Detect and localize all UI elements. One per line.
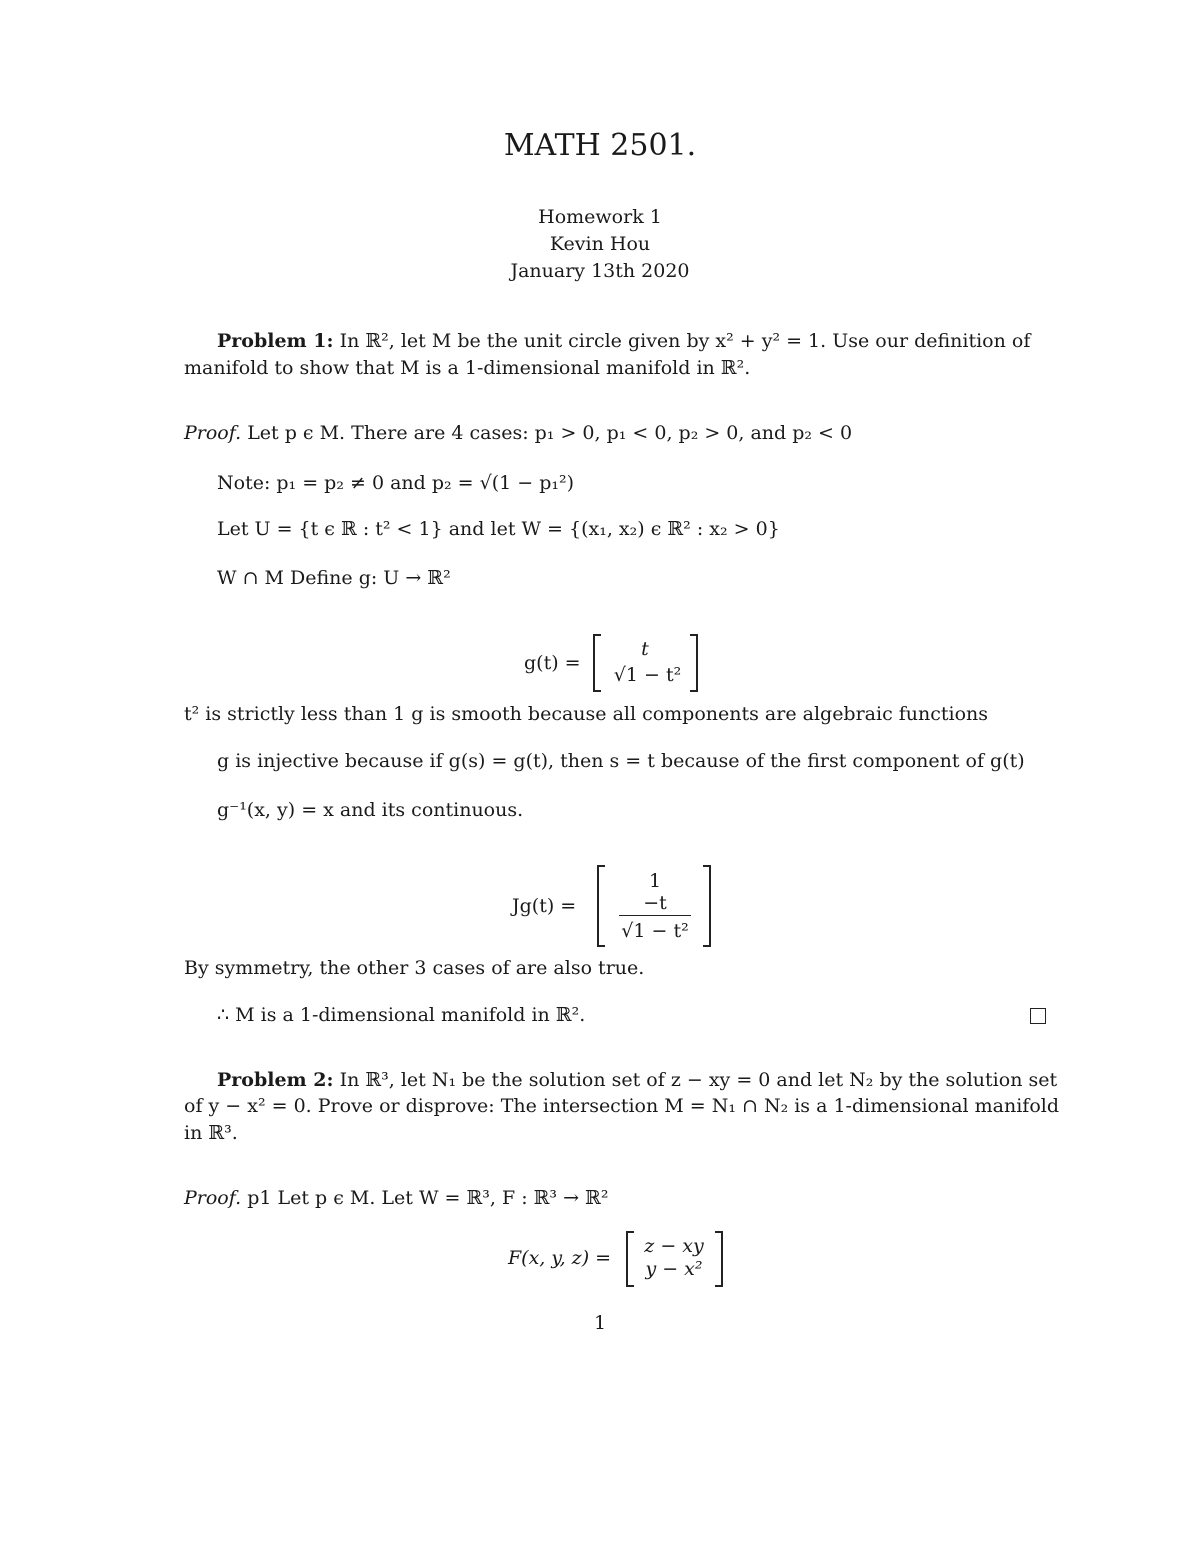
course-title: MATH 2501. — [503, 128, 697, 163]
conclusion-line: ∴ M is a 1-dimensional manifold in ℝ². — [217, 1004, 586, 1026]
g-top-entry: t — [641, 638, 649, 660]
problem2-statement-text: In ℝ³, let N₁ be the solution set of z − xy = 0 and let N₂ by the solution set — [339, 1069, 1058, 1091]
problem1-statement-line2: manifold to show that M is a 1-dimensional manifold in ℝ². — [184, 357, 751, 379]
proof-label: Proof. — [184, 422, 242, 444]
f-lhs: F(x, y, z) = — [508, 1247, 612, 1269]
problem1-label: Problem 1: — [217, 330, 334, 352]
jg-denominator: √1 − t² — [621, 920, 689, 942]
proof2-label: Proof. — [184, 1187, 242, 1209]
problem2-proof-line1 — [184, 1185, 608, 1211]
f-top-entry: z − xy — [644, 1235, 704, 1257]
page-number: 1 — [593, 1312, 607, 1334]
jg-numerator: −t — [643, 892, 667, 914]
f-right-bracket — [715, 1231, 723, 1287]
problem2-statement-line3: in ℝ³. — [184, 1122, 238, 1144]
g-right-bracket — [690, 634, 698, 692]
proof2-text: p1 Let p ϵ M. Let W = ℝ³, F : ℝ³ → ℝ² — [247, 1187, 609, 1209]
let-u-line: Let U = {t ϵ ℝ : t² < 1} and let W = {(x₁, x₂) ϵ ℝ² : x₂ > 0} — [217, 518, 780, 540]
f-left-bracket — [626, 1231, 634, 1287]
inverse-line: g⁻¹(x, y) = x and its continuous. — [217, 799, 524, 821]
g-left-bracket — [593, 634, 601, 692]
symmetry-line: By symmetry, the other 3 cases of are also true. — [184, 957, 645, 979]
author-name: Kevin Hou — [549, 233, 651, 255]
note-line: Note: p₁ = p₂ ≠ 0 and p₂ = √(1 − p₁²) — [217, 472, 575, 494]
jg-fraction-bar — [619, 915, 691, 916]
problem1-statement-text: In ℝ², let M be the unit circle given by x² + y² = 1. Use our definition of — [339, 330, 1031, 352]
assignment-name: Homework 1 — [538, 206, 662, 228]
problem2-statement-line1 — [217, 1067, 1057, 1093]
jg-left-bracket — [597, 865, 605, 947]
problem1-statement-line1 — [217, 328, 1030, 354]
jg-top-entry: 1 — [648, 870, 662, 892]
proof-text: Let p ϵ M. There are 4 cases: p₁ > 0, p₁ < 0, p₂ > 0, and p₂ < 0 — [247, 422, 853, 444]
smooth-line: t² is strictly less than 1 g is smooth because all components are algebraic functions — [184, 703, 989, 725]
g-bottom-entry: √1 − t² — [613, 664, 682, 686]
injective-line: g is injective because if g(s) = g(t), then s = t because of the first component of g(t) — [217, 750, 1025, 772]
date: January 13th 2020 — [510, 260, 690, 282]
jg-lhs: Jg(t) = — [512, 895, 577, 917]
jg-right-bracket — [703, 865, 711, 947]
qed-square — [1030, 1008, 1046, 1024]
g-lhs: g(t) = — [524, 652, 581, 674]
define-g-line: W ∩ M Define g: U → ℝ² — [217, 567, 451, 589]
problem1-proof-line1 — [184, 420, 852, 446]
f-bottom-entry: y − x² — [645, 1258, 703, 1280]
problem2-statement-line2: of y − x² = 0. Prove or disprove: The intersection M = N₁ ∩ N₂ is a 1-dimensional manifold — [184, 1095, 1060, 1117]
problem2-label: Problem 2: — [217, 1069, 334, 1091]
